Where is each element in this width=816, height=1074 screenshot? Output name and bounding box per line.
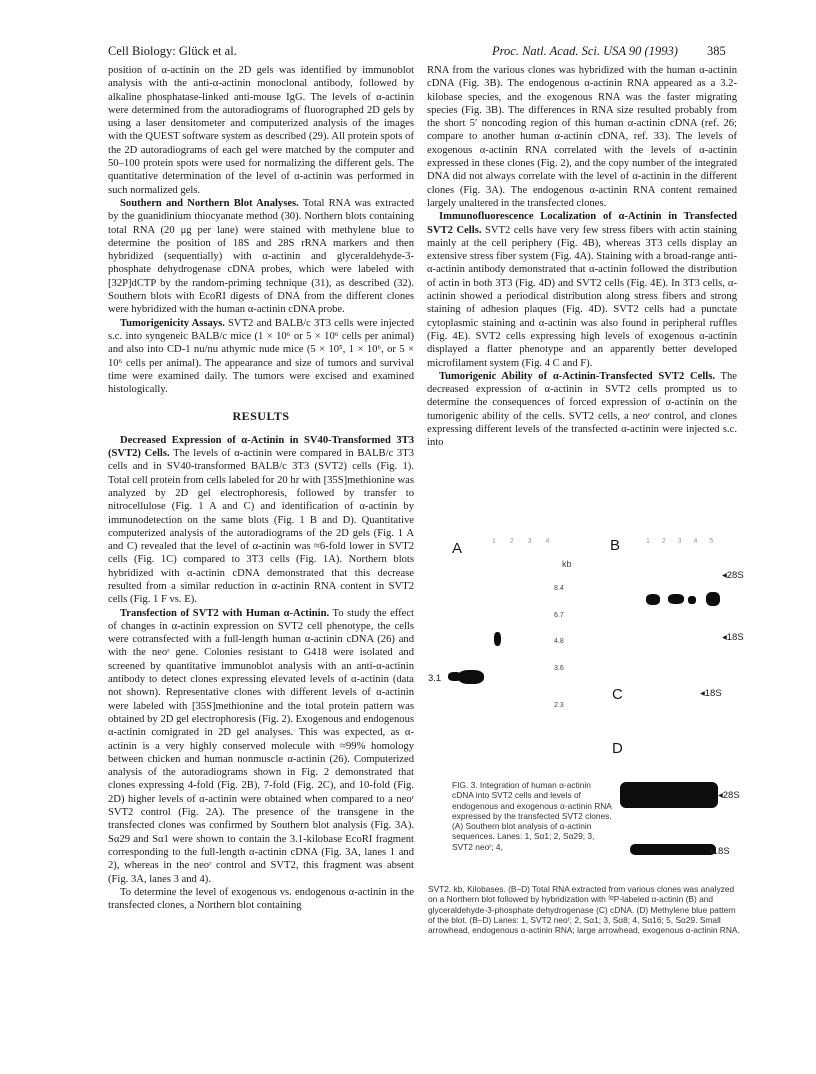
figure-caption-full: SVT2. kb, Kilobases. (B–D) Total RNA extracted from various clones was analyzed on a Northern blot followed by hybridization with ³²P-labeled α-actinin (B) and glyceraldehyde-3-phosphate dehydrogenase (C) cDNA. (D) Methylene blue pattern of the blot. (B–D) Lanes: 1, SVT2 neoʳ; 2, Sα1; 3, Sα8; 4, Sα16; 5, Sα29. Small arrowhead, endogenous α-actinin RNA; large arrowhead, exogenous α-actinin RNA.: [428, 884, 740, 936]
marker-3-6: 3.6: [554, 665, 564, 672]
band-d-28s: [620, 782, 718, 808]
running-header-journal: Proc. Natl. Acad. Sci. USA 90 (1993): [492, 44, 678, 58]
tumorigenic-ability-heading: Tumorigenic Ability of α-Actinin-Transfected SVT2 Cells.: [439, 370, 716, 382]
kb-unit-label: kb: [562, 559, 572, 569]
d-28s-marker: ◂28S: [718, 790, 740, 801]
marker-2-3: 2.3: [554, 702, 564, 709]
figure-3: [428, 532, 744, 1042]
immunofluorescence-heading: Immunofluorescence Localization of α-Actinin in Transfected SVT2 Cells.: [427, 211, 737, 236]
transfection-heading: Transfection of SVT2 with Human α-Actinin.: [120, 607, 330, 619]
band-a-lane2: [458, 670, 484, 684]
results-heading: RESULTS: [232, 409, 290, 424]
d-18s-marker: ◂18S: [708, 846, 730, 857]
panel-a-label: A: [452, 540, 463, 557]
panel-d-label: D: [612, 740, 623, 757]
left-column: [108, 64, 414, 912]
c-18s-marker: ◂18S: [700, 688, 722, 699]
band-a-upper: [494, 632, 501, 646]
exogenous-level-paragraph: To determine the level of exogenous vs. endogenous α-actinin in the transfected clones, a Northern blot containing: [108, 886, 414, 912]
panel-a-lane-numbers: 1 2 3 4: [492, 538, 556, 545]
northern-paragraph: RNA from the various clones was hybridized with the human α-actinin cDNA (Fig. 3B). The endogenous α-actinin RNA appeared as a 3.2-kilobase species, and the exogenous RNA was the faster migrating species (Fig. 3B). The differences in RNA size resulted probably from the short 5′ noncoding region of this human α-actinin cDNA (ref. 26; compare to another human α-actinin cDNA, ref. 33). The levels of exogenous α-actinin RNA correlated with the levels of α-actinin expressed in these clones (Fig. 2), and the copy number of the integrated DNA did not always correlate with the level of α-actinin in the different clones (Fig. 3A). The endogenous α-actinin RNA content remained largely unaltered in the transfected clones.: [427, 65, 737, 209]
blot-analyses-paragraph: Southern and Northern Blot Analyses. Total RNA was extracted by the guanidinium thiocyanate method (30). Northern blots containing total RNA (20 μg per lane) were stained with methylene blue to determine the position of 18S and 28S rRNA markers and then hybridized (sequentially) with α-actinin and glyceraldehyde-3-phosphate dehydrogenase cDNA probes, which were labeled with [32P]dCTP by the random-priming technique (31), as described (32). Southern blots with EcoRI digests of DNA from the different clones were hybridized with the human α-actinin cDNA probe.: [108, 197, 415, 316]
tumorigenicity-paragraph: Tumorigenicity Assays. SVT2 and BALB/c 3T3 cells were injected s.c. into syngeneic BALB/c mice (1 × 10⁶ or 5 × 10⁶ cells per animal) and also into CD-1 nu/nu athymic nude mice (5 × 10⁵, 1 × 10⁶, or 5 × 10⁶ cells per animal). The appearance and size of tumors and survival time were examined daily. The tumors were excised and examined histologically.: [108, 317, 414, 396]
marker-4-8: 4.8: [554, 638, 564, 645]
blot-analyses-heading: Southern and Northern Blot Analyses.: [120, 197, 299, 209]
methods-paragraph: position of α-actinin on the 2D gels was identified by immunoblot analysis with the anti-α-actinin monoclonal antibody, followed by alkaline phosphatase-linked anti-mouse IgG. The levels of α-actinin were determined from the autoradiograms of fluorographed 2D gels by using a laser densitometer and computerized analysis of the images with the QUEST software system as described (29). All protein spots of the 2D autoradiograms of each gel were matched by the computer and 50–100 protein spots were used for normalizing the different gels. The quantitative determination of the level of α-actinin was performed in such normalized gels.: [108, 65, 414, 196]
band-3-1-label: 3.1: [428, 673, 442, 684]
panel-c-label: C: [612, 686, 623, 703]
figure-caption-left: FIG. 3. Integration of human α-actinin cDNA into SVT2 cells and levels of endogenous and exogenous α-actinin RNA expressed by the transfected SVT2 clones. (A) Southern blot analysis of α-actinin sequences. Lanes: 1, Sα1; 2, Sα29; 3, SVT2 neoʳ; 4,: [452, 780, 612, 852]
transfection-paragraph: Transfection of SVT2 with Human α-Actinin. To study the effect of changes in α-actinin expression on SVT2 cell phenotype, the cells were cotransfected with a full-length human α-actinin cDNA (26) and with the neoʳ gene. Colonies resistant to G418 were isolated and screened by quantitative immunoblot analysis with an anti-α-actinin antibody to detect clones expressing elevated levels of α-actinin (data not shown). Representative clones with different levels of α-actinin were labeled with [35S]methionine and the total protein pattern was obtained by 2D gel electrophoresis (Fig. 2). Exogenous and endogenous α-actinin comigrated in 2D gel analyses. This was expected, as α-actinin is a very highly conserved molecule with ≈99% homology between chicken and human nonmuscle α-actinin (26). Computerized analysis of the autoradiograms shown in Fig. 2 demonstrated that clones expressing 4-fold (Fig. 2B), 7-fold (Fig. 2C), and 10-fold (Fig. 2D) higher levels of α-actinin were obtained when compared to a neoʳ SVT2 control (Fig. 2A). The presence of the transgene in the transfected clones was confirmed by Southern blot analysis (Fig. 3A). Sα29 and Sα1 were shown to contain the 3.1-kilobase EcoRI fragment corresponding to the full-length α-actinin cDNA (Fig. 3A, lanes 1 and 2), whereas in the neoʳ control and SVT2, this fragment was absent (Fig. 3A, lanes 3 and 4).: [108, 607, 414, 885]
band-d-18s: [630, 844, 716, 855]
band-b-lane5: [706, 592, 720, 606]
b-18s-marker: ◂18S: [722, 632, 744, 643]
b-28s-marker: ◂28S: [722, 570, 744, 581]
immunofluorescence-paragraph: Immunofluorescence Localization of α-Actinin in Transfected SVT2 Cells. SVT2 cells have very few stress fibers with actin staining mainly at the cell periphery (Fig. 4B), whereas 3T3 cells display an extensive stress fiber system (Fig. 4A). Staining with a broad-range anti-α-actinin antibody demonstrated that α-actinin followed the distribution of actin in both 3T3 (Fig. 4D) and SVT2 cells (Fig. 4E). In 3T3 cells, α-actinin showed a periodical distribution along stress fibers and strong staining of adhesion plaques (Fig. 4D). SVT2 cells had a punctate cytoplasmic staining and α-actinin was also found in peripheral ruffles (Fig. 4E). SVT2 cells expressing high levels of exogenous α-actinin displayed a flatter phenotype and an apparently better developed microfilament system (Fig. 4 C and F).: [427, 211, 737, 369]
band-b-lane2: [668, 594, 684, 604]
marker-6-7: 6.7: [554, 612, 564, 619]
panel-b-lane-numbers: 1 2 3 4 5: [646, 538, 719, 545]
tumorigenic-ability-paragraph: Tumorigenic Ability of α-Actinin-Transfected SVT2 Cells. The decreased expression of α-actinin in SVT2 cells prompted us to determine the consequences of forced expression of α-actinin on the tumorigenic ability of the cells. SVT2 cells, a neoʳ control, and clones expressing different levels of the transfected α-actinin were injected s.c. into: [427, 370, 737, 449]
tumorigenicity-heading: Tumorigenicity Assays.: [120, 317, 225, 329]
decreased-expression-heading: Decreased Expression of α-Actinin in SV40-Transformed 3T3 (SVT2) Cells.: [108, 434, 414, 460]
right-column: [427, 64, 737, 450]
panel-b-label: B: [610, 537, 621, 554]
decreased-expression-paragraph: Decreased Expression of α-Actinin in SV40-Transformed 3T3 (SVT2) Cells. The levels of α-actinin were compared in BALB/c 3T3 cells and in SV40-transformed BALB/c 3T3 (SVT2) cells (Fig. 1). Total cell protein from cells labeled for 20 hr with [35S]methionine was analyzed by 2D gel electrophoresis, followed by transfer to nitrocellulose (Fig. 1 A and C) and identification of α-actinin by immunodetection on the same blots (Fig. 1 B and D). Quantitative computerized analysis of the autoradiograms of the 2D gels (Fig. 1 A and C) revealed that the level of α-actinin was ≈6-fold lower in SVT2 cells (Fig. 1C) compared to 3T3 cells (Fig. 1A). Northern blots hybridized with α-actinin cDNA demonstrated that this decrease resulted from a similar reduction in α-actinin RNA content in SVT2 cells (Fig. 1 F vs. E).: [108, 434, 415, 606]
band-b-lane1: [646, 594, 660, 605]
marker-8-4: 8.4: [554, 585, 564, 592]
page-number: 385: [707, 44, 726, 58]
running-header-left: Cell Biology: Glück et al.: [108, 44, 237, 58]
band-b-lane3: [688, 596, 696, 604]
